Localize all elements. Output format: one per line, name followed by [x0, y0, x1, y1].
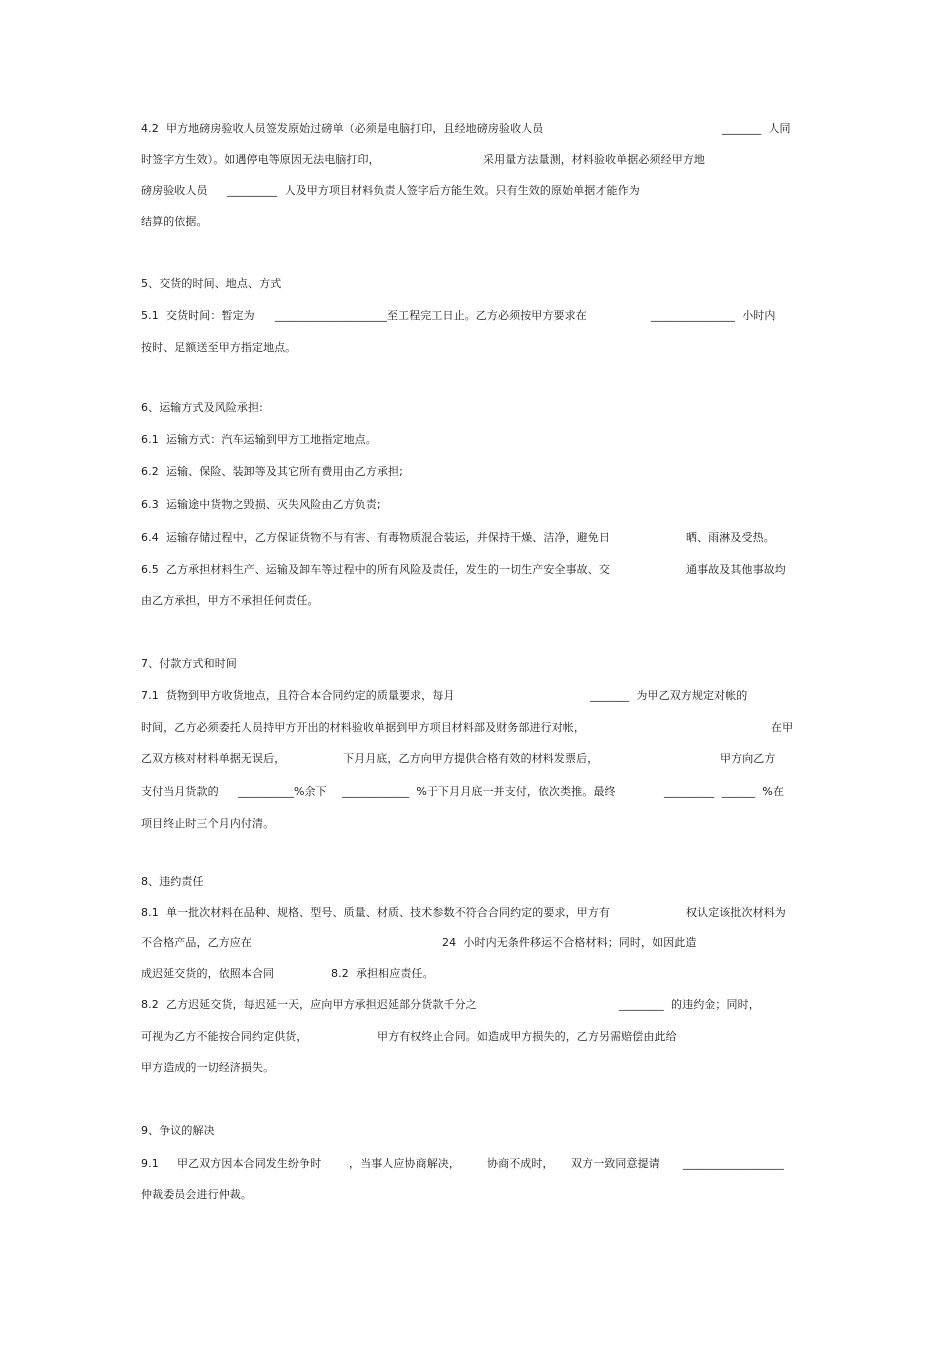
text-line: 9.1 — [141, 1157, 159, 1170]
text-line: 24 小时内无条件移运不合格材料；同时，如因此造 — [442, 936, 697, 949]
text-line: 磅房验收人员 — [141, 184, 208, 197]
text-line: __________%余下 — [238, 785, 327, 798]
text-line: _______ 人同 — [722, 122, 791, 135]
text-line: 时签字方生效）。如遇停电等原因无法电脑打印， — [141, 153, 380, 166]
text-line: 6.2 运输、保险、装卸等及其它所有费用由乙方承担; — [141, 465, 403, 478]
text-line: 6.4 运输存储过程中，乙方保证货物不与有害、有毒物质混合装运，并保持干燥、洁净，避免日 — [141, 531, 610, 544]
text-line: 不合格产品，乙方应在 — [141, 936, 252, 949]
text-line: 晒、雨淋及受热。 — [686, 531, 775, 544]
text-line: 通事故及其他事故均 — [686, 563, 786, 576]
text-line: 8.1 单一批次材料在品种、规格、型号、质量、材质、技术参数不符合合同约定的要求，甲方有 — [141, 906, 610, 919]
text-line: 6.5 乙方承担材料生产、运输及卸车等过程中的所有风险及责任，发生的一切生产安全事故、交 — [141, 563, 610, 576]
text-line: _________ 人及甲方项目材料负责人签字后方能生效。只有生效的原始单据才能作为 — [227, 184, 640, 197]
text-line: 乙双方核对材料单据无误后， — [141, 752, 286, 765]
text-line: 协商不成时， — [487, 1157, 554, 1170]
text-line: 由乙方承担，甲方不承担任何责任。 — [141, 594, 319, 607]
section-heading: 8、违约责任 — [141, 875, 204, 888]
text-line: 按时、足额送至甲方指定地点。 — [141, 341, 297, 354]
text-line: 6.3 运输途中货物之毁损、灭失风险由乙方负责; — [141, 498, 381, 511]
text-line: 可视为乙方不能按合同约定供货， — [141, 1030, 308, 1043]
text-line: _________ ______ %在 — [664, 785, 785, 798]
text-line: 采用量方法量测，材料验收单据必须经甲方地 — [483, 153, 705, 166]
text-line: 支付当月货款的 — [141, 785, 219, 798]
text-line: 8.2 乙方迟延交货，每迟延一天，应向甲方承担迟延部分货款千分之 — [141, 998, 477, 1011]
text-line: 结算的依据。 — [141, 215, 208, 228]
text-line: 仲裁委员会进行仲裁。 — [141, 1188, 252, 1201]
text-line: 双方一致同意提请 — [571, 1157, 660, 1170]
text-line: 项目终止时三个月内付清。 — [141, 817, 275, 830]
text-line: 甲方有权终止合同。如造成甲方损失的，乙方另需赔偿由此给 — [377, 1030, 677, 1043]
text-line: 下月月底，乙方向甲方提供合格有效的材料发票后， — [343, 752, 599, 765]
text-line: _______ 为甲乙双方规定对帐的 — [590, 689, 748, 702]
text-line: 时间，乙方必须委托人员持甲方开出的材料验收单据到甲方项目材料部及财务部进行对帐， — [141, 721, 585, 734]
section-heading: 9、争议的解决 — [141, 1124, 215, 1137]
text-line: 8.2 承担相应责任。 — [331, 967, 434, 980]
text-line: 甲方向乙方 — [720, 752, 776, 765]
section-heading: 5、交货的时间、地点、方式 — [141, 277, 282, 290]
text-line: ____________________至工程完工日止。乙方必须按甲方要求在 — [275, 309, 587, 322]
text-line: 甲乙双方因本合同发生纷争时 — [177, 1157, 322, 1170]
text-line: ________ 的违约金；同时， — [619, 998, 760, 1011]
text-line: 甲方造成的一切经济损失。 — [141, 1061, 275, 1074]
text-line: 6.1 运输方式：汽车运输到甲方工地指定地点。 — [141, 433, 377, 446]
text-line: __________________ — [683, 1157, 784, 1170]
text-line: 成迟延交货的，依照本合同 — [141, 967, 275, 980]
text-line: 在甲 — [771, 721, 794, 734]
text-line: 4.2 甲方地磅房验收人员签发原始过磅单（必须是电脑打印，且经地磅房验收人员 — [141, 122, 544, 135]
text-line: 7.1 货物到甲方收货地点，且符合本合同约定的质量要求，每月 — [141, 689, 455, 702]
text-line: 权认定该批次材料为 — [686, 906, 786, 919]
section-heading: 6、运输方式及风险承担: — [141, 401, 263, 414]
text-line: _______________ 小时内 — [651, 309, 776, 322]
section-heading: 7、付款方式和时间 — [141, 657, 237, 670]
text-line: ，当事人应协商解决， — [349, 1157, 460, 1170]
text-line: ____________ %于下月月底一并支付，依次类推。最终 — [342, 785, 616, 798]
text-line: 5.1 交货时间：暂定为 — [141, 309, 255, 322]
